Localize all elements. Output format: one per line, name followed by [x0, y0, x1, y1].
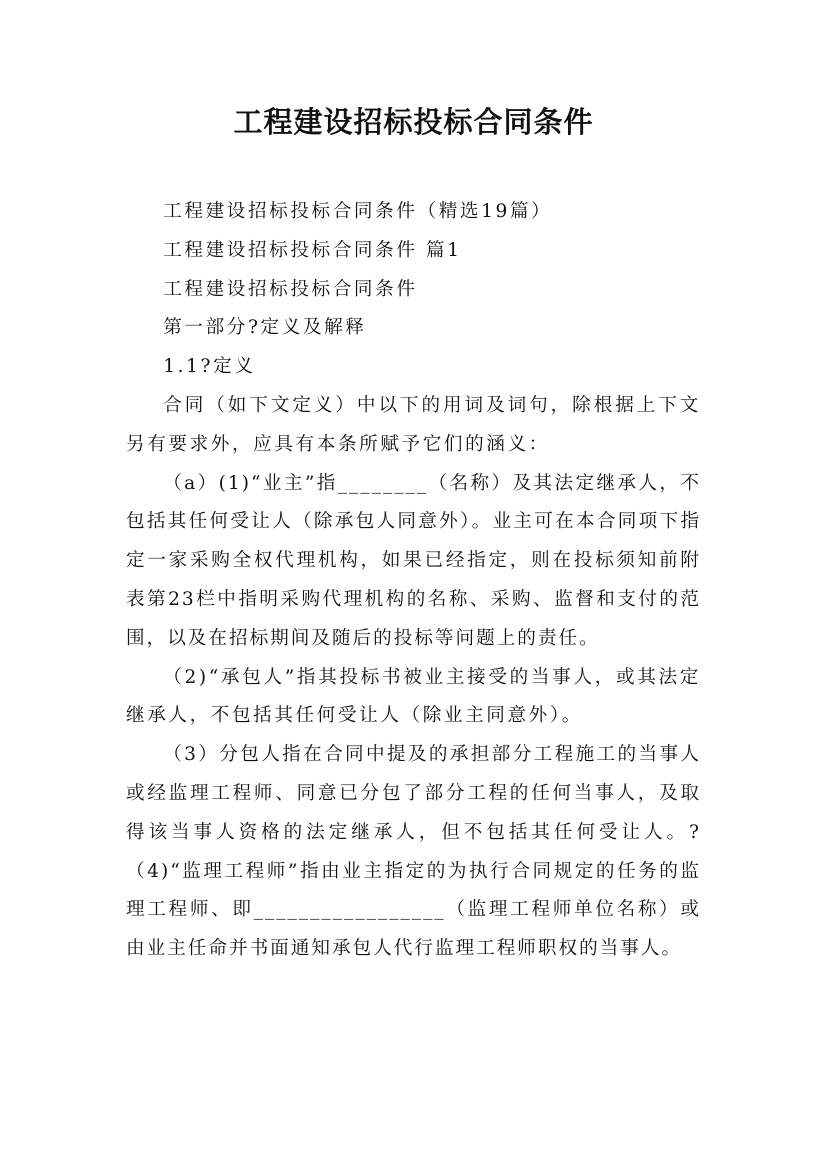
- paragraph-section-title: 工程建设招标投标合同条件: [163, 278, 418, 300]
- paragraph-chapter-heading: 工程建设招标投标合同条件 篇1: [163, 239, 462, 261]
- document-title: 工程建设招标投标合同条件: [233, 105, 594, 139]
- paragraph-definition-subcontractor: （3）分包人指在合同中提及的承担部分工程施工的当事人或经监理工程师、同意已分包了部分工程的任何当事人，及取得该当事人资格的法定继承人，但不包括其任何受让人。?（4)“监理工程师”指由业主指定的为执行合同规定的任务的监理工程师、即_________________（监理工程师单位名称）或由业主任命并书面通知承包人代行监理工程师职权的当事人。: [126, 744, 701, 960]
- paragraph-clause-heading: 1.1?定义: [163, 356, 256, 378]
- document-body: [126, 193, 701, 969]
- paragraph-part-heading: 第一部分?定义及解释: [163, 317, 367, 339]
- paragraph-definition-contractor: （2)“承包人”指其投标书被业主接受的当事人，或其法定继承人，不包括其任何受让人（除业主同意外）。: [126, 666, 701, 727]
- paragraph-definition-owner: （a）(1)“业主”指________（名称）及其法定继承人，不包括其任何受让人（除承包人同意外）。业主可在本合同项下指定一家采购全权代理机构，如果已经指定，则在投标须知前附表第23栏中指明采购代理机构的名称、采购、监督和支付的范围，以及在招标期间及随后的投标等问题上的责任。: [126, 472, 701, 649]
- paragraph-definition-intro: 合同（如下文定义）中以下的用词及词句，除根据上下文另有要求外，应具有本条所赋予它们的涵义：: [126, 394, 701, 455]
- paragraph-subtitle: 工程建设招标投标合同条件（精选19篇）: [163, 201, 553, 222]
